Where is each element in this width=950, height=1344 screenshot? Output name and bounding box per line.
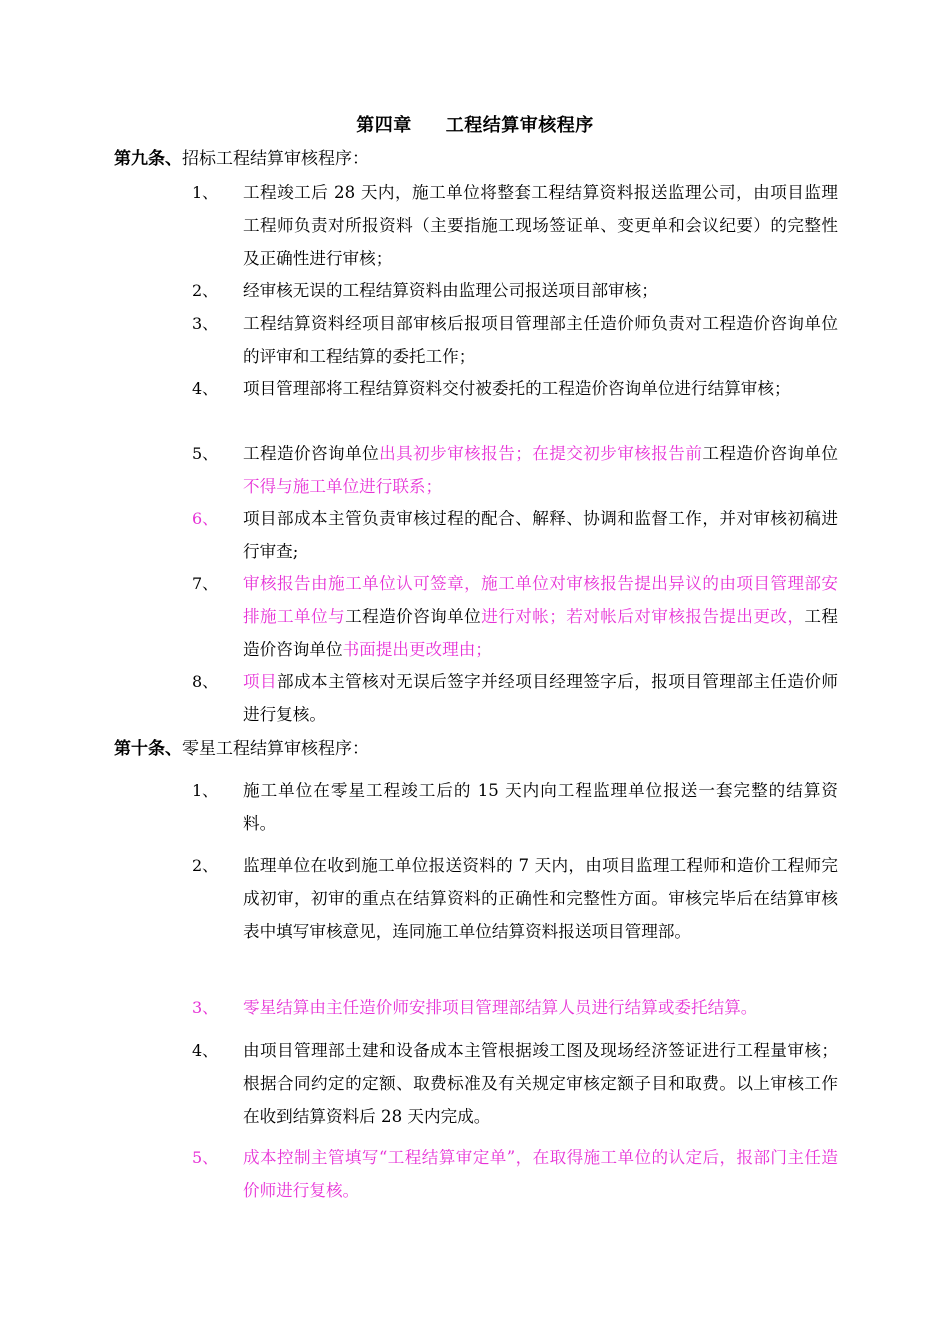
item-text-segment: 施工单位在零星工程竣工后的 15 天内向工程监理单位报送一套完整的结算资料。 — [243, 781, 838, 833]
article-9-title: 招标工程结算审核程序： — [182, 149, 369, 169]
item-text — [243, 665, 838, 731]
chapter-number: 第四章 — [356, 115, 412, 136]
item-text — [243, 849, 838, 948]
item-text — [243, 1141, 838, 1207]
article-9-heading — [114, 146, 369, 172]
item-text — [243, 274, 838, 307]
item-text-segment: 工程造价咨询单位 — [345, 607, 482, 626]
highlighted-text: 出具初步审核报告；在提交初步审核报告前 — [379, 444, 703, 463]
item-text — [243, 176, 838, 275]
item-text-segment: 工程造价咨询单位 — [243, 607, 839, 659]
article-10-heading — [114, 736, 369, 762]
item-number: 6、 — [192, 509, 219, 528]
item-text — [243, 502, 838, 568]
highlighted-text: 进行对帐；若对帐后对审核报告提出更改， — [481, 607, 805, 626]
item-text-segment: 项目部成本主管负责审核过程的配合、解释、协调和监督工作，并对审核初稿进行审查; — [243, 509, 838, 561]
item-number: 5、 — [192, 1148, 219, 1167]
item-text — [243, 774, 838, 840]
item-text-segment: 经审核无误的工程结算资料由监理公司报送项目部审核； — [243, 281, 658, 300]
highlighted-text: 不得与施工单位进行联系； — [243, 477, 443, 496]
item-text — [243, 372, 838, 405]
item-number: 1、 — [192, 781, 219, 800]
highlighted-text: 零星结算由主任造价师安排项目管理部结算人员进行结算或委托结算。 — [243, 998, 758, 1017]
highlighted-text: 审核报告由施工单位认可签章，施工单位对审核报告提出异议的由项目管理部安排施工单位与 — [243, 574, 838, 626]
item-text — [243, 991, 838, 1024]
item-number: 2、 — [192, 281, 219, 300]
item-text — [243, 307, 838, 373]
article-9-label: 第九条、 — [114, 149, 182, 169]
item-text-segment: 由项目管理部土建和设备成本主管根据竣工图及现场经济签证进行工程量审核；根据合同约定的定额、取费标准及有关规定审核定额子目和取费。以上审核工作在收到结算资料后 28 天内完成。 — [243, 1041, 838, 1126]
chapter-title — [0, 114, 950, 138]
item-number: 7、 — [192, 574, 219, 593]
item-text-segment: 部成本主管核对无误后签字并经项目经理签字后，报项目管理部主任造价师进行复核。 — [243, 672, 839, 724]
item-number: 2、 — [192, 856, 219, 875]
item-number: 8、 — [192, 672, 219, 691]
highlighted-text: 书面提出更改理由； — [342, 640, 492, 659]
item-text — [243, 567, 838, 666]
item-text-segment: 工程结算资料经项目部审核后报项目管理部主任造价师负责对工程造价咨询单位的评审和工程结算的委托工作； — [243, 314, 838, 366]
item-number: 1、 — [192, 183, 219, 202]
item-text-segment: 监理单位在收到施工单位报送资料的 7 天内，由项目监理工程师和造价工程师完成初审，初审的重点在结算资料的正确性和完整性方面。审核完毕后在结算审核表中填写审核意见，连同施工单位结算资料报送项目管理部。 — [243, 856, 838, 941]
item-number: 4、 — [192, 1041, 219, 1060]
highlighted-text: 成本控制主管填写“工程结算审定单”，在取得施工单位的认定后，报部门主任造价师进行复核。 — [243, 1148, 838, 1200]
article-10-label: 第十条、 — [114, 739, 182, 759]
item-text-segment: 工程造价咨询单位 — [702, 444, 839, 463]
item-number: 3、 — [192, 998, 219, 1017]
item-number: 3、 — [192, 314, 219, 333]
item-number: 5、 — [192, 444, 219, 463]
item-text-segment: 工程造价咨询单位 — [243, 444, 380, 463]
item-number: 4、 — [192, 379, 219, 398]
highlighted-text: 项目 — [243, 672, 278, 691]
item-text-segment: 项目管理部将工程结算资料交付被委托的工程造价咨询单位进行结算审核； — [243, 379, 791, 398]
chapter-name: 工程结算审核程序 — [445, 115, 594, 136]
item-text — [243, 1034, 838, 1133]
article-10-title: 零星工程结算审核程序： — [182, 739, 369, 759]
item-text — [243, 437, 838, 503]
item-text-segment: 工程竣工后 28 天内，施工单位将整套工程结算资料报送监理公司，由项目监理工程师负责对所报资料（主要指施工现场签证单、变更单和会议纪要）的完整性及正确性进行审核； — [243, 183, 838, 268]
